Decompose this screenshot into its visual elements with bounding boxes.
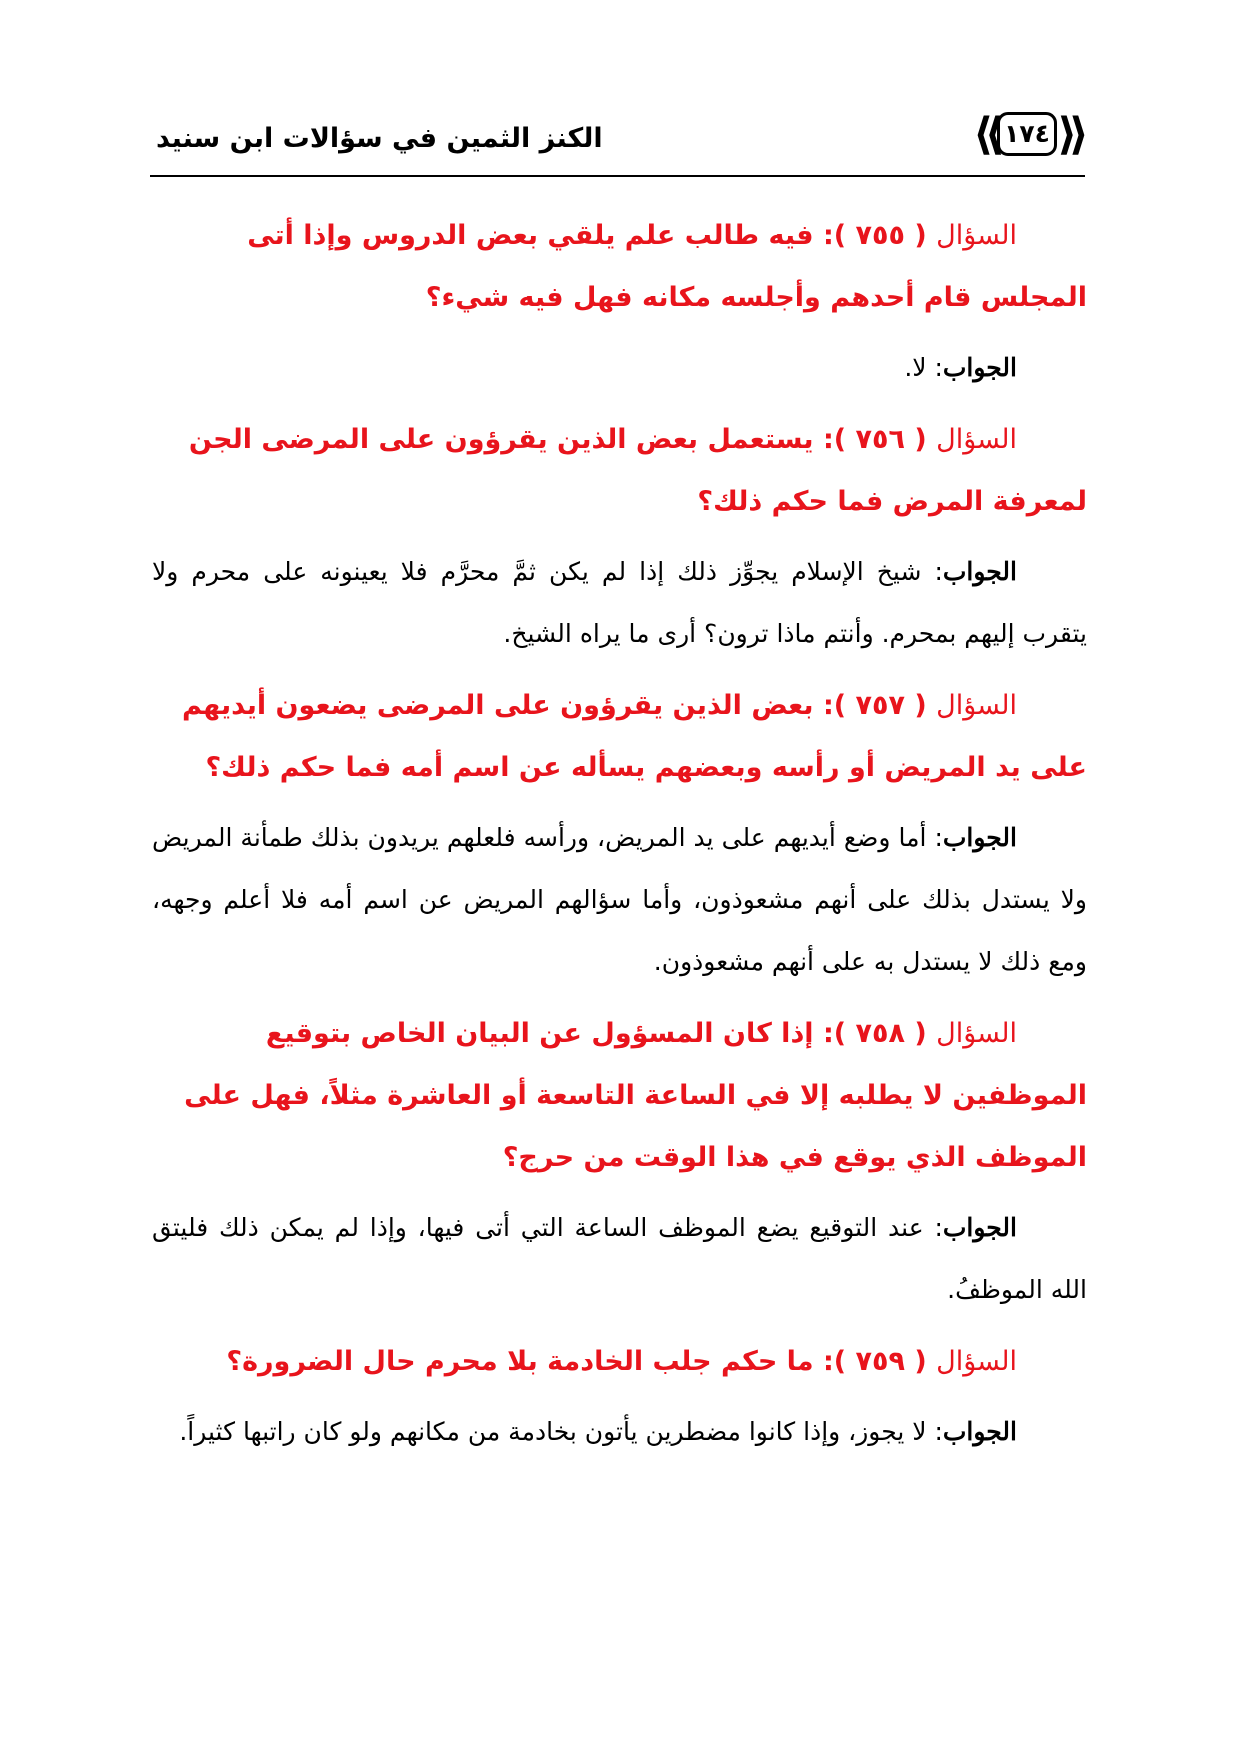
question-text: : فيه طالب علم يلقي بعض الدروس وإذا أتى المجلس قام أحدهم وأجلسه مكانه فهل فيه شيء؟ [247,220,1087,313]
question-number: ( ٧٥٧ ) [833,690,927,721]
question-758 [152,1003,1087,1189]
book-title: الكنز الثمين في سؤالات ابن سنيد [156,123,603,154]
question-label: السؤال [936,1018,1017,1049]
page-number: ١٧٤ [997,112,1057,156]
answer-755 [152,337,1087,399]
question-number: ( ٧٥٨ ) [833,1018,927,1049]
answer-text: : شيخ الإسلام يجوِّز ذلك إذا لم يكن ثمَّ محرَّم فلا يعينونه على محرم ولا يتقرب إليهم بمحرم. وأنتم ماذا ترون؟ أرى ما يراه الشيخ. [152,557,1087,648]
answer-759 [152,1401,1087,1463]
answer-label: الجواب [942,1213,1017,1242]
answer-label: الجواب [942,353,1017,382]
question-label: السؤال [936,424,1017,455]
page-number-badge [973,107,1085,165]
page-body [152,205,1087,1463]
question-number: ( ٧٥٥ ) [833,220,927,251]
question-755 [152,205,1087,329]
answer-label: الجواب [942,1417,1017,1446]
question-text: : يستعمل بعض الذين يقرؤون على المرضى الجن لمعرفة المرض فما حكم ذلك؟ [188,424,1087,517]
question-text: : بعض الذين يقرؤون على المرضى يضعون أيديهم على يد المريض أو رأسه وبعضهم يسأله عن اسم أمه فما حكم ذلك؟ [181,690,1087,783]
answer-text: : أما وضع أيديهم على يد المريض، ورأسه فلعلهم يريدون بذلك طمأنة المريض ولا يستدل بذلك على أنهم مشعوذون، وأما سؤالهم المريض عن اسم أمه فلا أعلم وجهه، ومع ذلك لا يستدل به على أنهم مشعوذون. [152,823,1087,976]
question-757 [152,675,1087,799]
answer-757 [152,807,1087,993]
answer-text: : عند التوقيع يضع الموظف الساعة التي أتى فيها، وإذا لم يمكن ذلك فليتق الله الموظفُ. [152,1213,1087,1304]
left-bracket-ornament: ⟪ [973,109,991,160]
question-759 [152,1331,1087,1393]
question-label: السؤال [936,1346,1017,1377]
answer-756 [152,541,1087,665]
question-number: ( ٧٥٦ ) [833,424,927,455]
question-label: السؤال [936,220,1017,251]
question-text: : إذا كان المسؤول عن البيان الخاص بتوقيع الموظفين لا يطلبه إلا في الساعة التاسعة أو العاشرة مثلاً، فهل على الموظف الذي يوقع في هذا الوقت من حرج؟ [184,1018,1087,1173]
answer-758 [152,1197,1087,1321]
answer-text: : لا يجوز، وإذا كانوا مضطرين يأتون بخادمة من مكانهم ولو كان راتبها كثيراً. [179,1417,943,1446]
right-bracket-ornament: ⟫ [1057,109,1075,160]
question-756 [152,409,1087,533]
header-divider [150,175,1085,177]
question-label: السؤال [936,690,1017,721]
page-header [150,105,1085,177]
question-text: : ما حكم جلب الخادمة بلا محرم حال الضرورة؟ [226,1346,834,1377]
answer-text: : لا. [904,353,943,382]
answer-label: الجواب [942,557,1017,586]
question-number: ( ٧٥٩ ) [833,1346,927,1377]
answer-label: الجواب [942,823,1017,852]
